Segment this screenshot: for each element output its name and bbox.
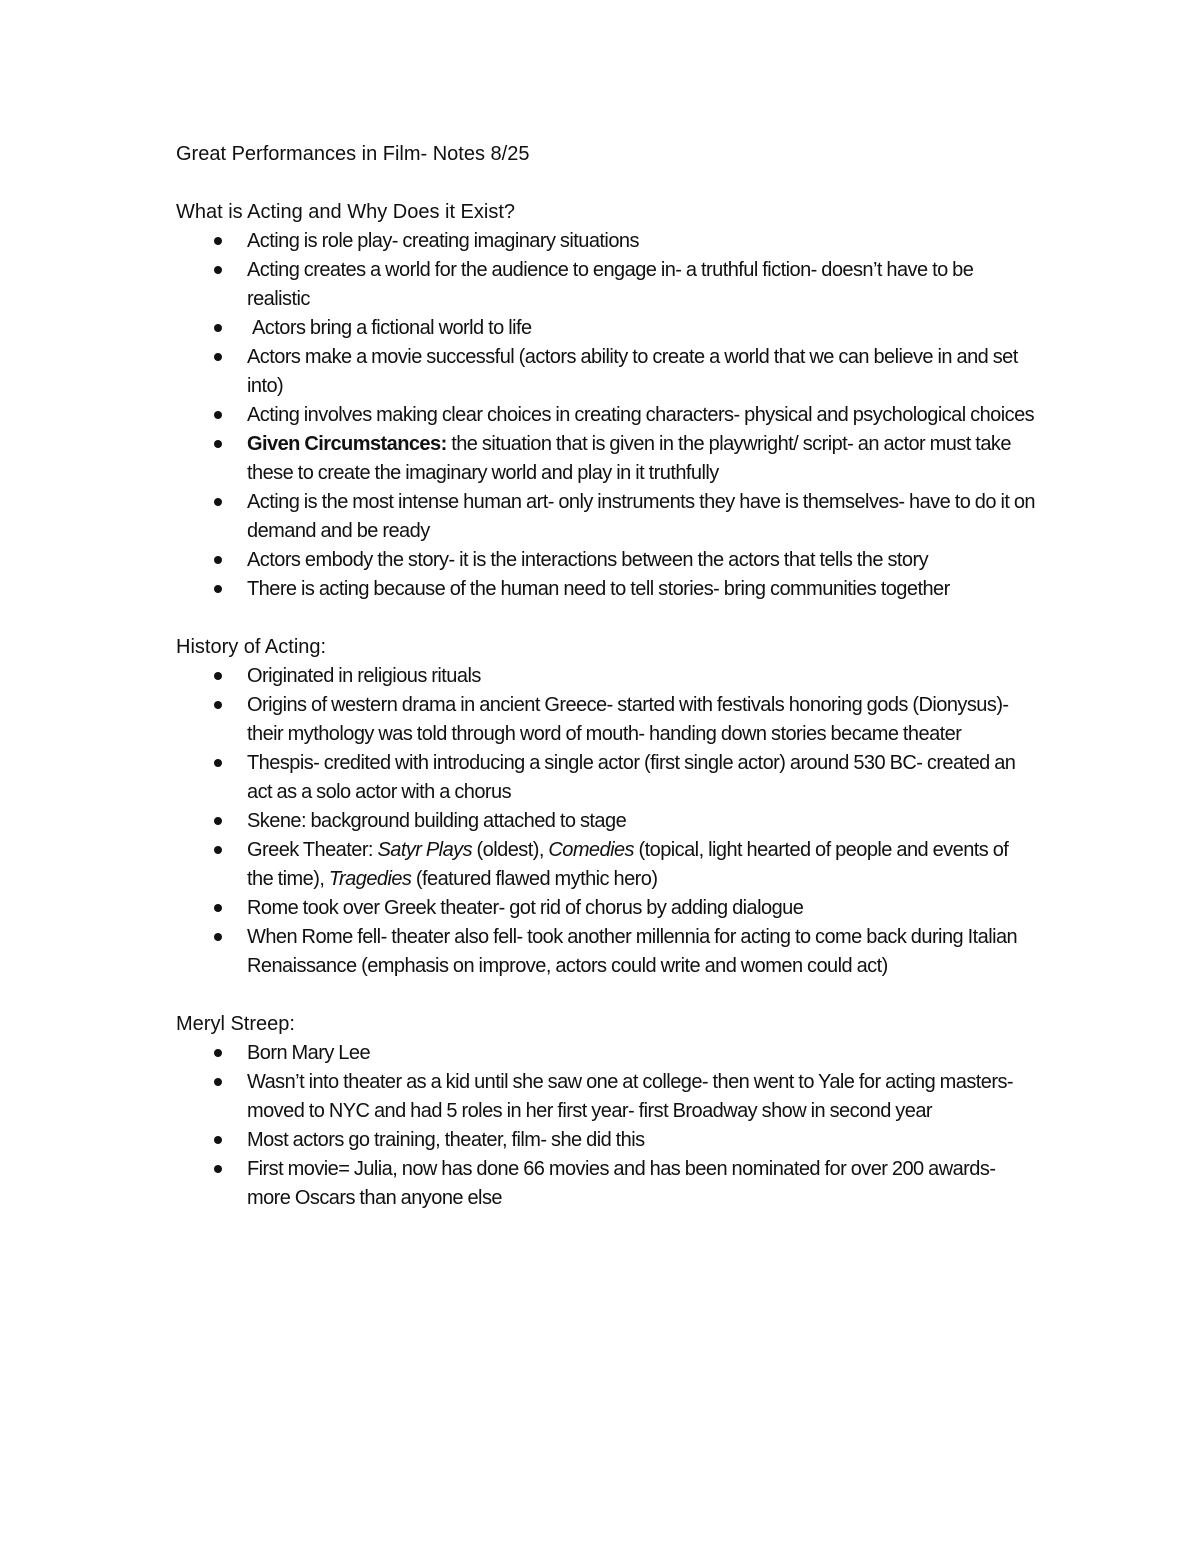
notes-section bbox=[176, 633, 1036, 981]
bullet-item bbox=[176, 227, 1036, 256]
bullet-dot-icon bbox=[214, 672, 222, 680]
bullet-item bbox=[176, 662, 1036, 691]
item-text: Actors make a movie successful (actors ability to create a world that we can believe in and set into) bbox=[247, 346, 1023, 397]
bullet-item bbox=[176, 1155, 1036, 1213]
bullet-item bbox=[176, 401, 1036, 430]
bullet-dot-icon bbox=[214, 556, 222, 564]
bullet-item bbox=[176, 343, 1036, 401]
bullet-dot-icon bbox=[214, 266, 222, 274]
item-text: First movie= Julia, now has done 66 movies and has been nominated for over 200 awards- more Oscars than anyone else bbox=[247, 1158, 1000, 1209]
italic-term: Comedies bbox=[548, 839, 634, 861]
bullet-dot-icon bbox=[214, 1136, 222, 1144]
bullet-item bbox=[176, 691, 1036, 749]
bullet-list bbox=[176, 1039, 1036, 1213]
section-heading: What is Acting and Why Does it Exist? bbox=[176, 201, 516, 223]
item-text: Acting is the most intense human art- only instruments they have is themselves- have to do it on demand and be ready bbox=[247, 491, 1040, 542]
item-text: Actors embody the story- it is the interactions between the actors that tells the story bbox=[247, 549, 929, 571]
item-text: Acting involves making clear choices in creating characters- physical and psychological choices bbox=[247, 404, 1035, 426]
item-text: Thespis- credited with introducing a single actor (first single actor) around 530 BC- created an act as a solo actor with a chorus bbox=[247, 752, 1020, 803]
item-text: Actors bring a fictional world to life bbox=[247, 317, 532, 339]
item-text: (featured flawed mythic hero) bbox=[411, 868, 658, 890]
bullet-dot-icon bbox=[214, 1049, 222, 1057]
bullet-dot-icon bbox=[214, 237, 222, 245]
bullet-dot-icon bbox=[214, 411, 222, 419]
bullet-dot-icon bbox=[214, 1078, 222, 1086]
item-text: (topical, light hearted of people and events of the time), bbox=[247, 839, 1009, 890]
bullet-dot-icon bbox=[214, 817, 222, 825]
bullet-list bbox=[176, 662, 1036, 981]
bullet-item bbox=[176, 894, 1036, 923]
bullet-dot-icon bbox=[214, 498, 222, 506]
item-text: Greek Theater: bbox=[247, 839, 378, 861]
bullet-list bbox=[176, 227, 1040, 604]
item-text: Skene: background building attached to stage bbox=[247, 810, 627, 832]
bullet-item bbox=[176, 430, 1036, 488]
sections-container bbox=[176, 198, 1040, 1213]
item-text: When Rome fell- theater also fell- took another millennia for acting to come back during Italian Renaissance (emphasis on improve, actors could write and women could act) bbox=[247, 926, 1022, 977]
bullet-dot-icon bbox=[214, 701, 222, 709]
item-text: (oldest), bbox=[472, 839, 549, 861]
bold-term: Given Circumstances: bbox=[247, 433, 447, 455]
bullet-item bbox=[176, 256, 1036, 314]
notes-section bbox=[176, 198, 1040, 604]
bullet-item bbox=[176, 1068, 1036, 1126]
italic-term: Tragedies bbox=[328, 868, 412, 890]
item-text: Acting is role play- creating imaginary situations bbox=[247, 230, 639, 252]
section-heading: Meryl Streep: bbox=[176, 1013, 295, 1035]
bullet-dot-icon bbox=[214, 353, 222, 361]
bullet-item bbox=[176, 314, 1036, 343]
bullet-dot-icon bbox=[214, 324, 222, 332]
item-text: Rome took over Greek theater- got rid of chorus by adding dialogue bbox=[247, 897, 804, 919]
bullet-dot-icon bbox=[214, 933, 222, 941]
bullet-item bbox=[176, 488, 1040, 546]
item-text: There is acting because of the human need to tell stories- bring communities together bbox=[247, 578, 950, 600]
item-text: the situation that is given in the playwright/ script- an actor must take these to create the imaginary world and play in it truthfully bbox=[247, 433, 1016, 484]
bullet-item bbox=[176, 836, 1036, 894]
document-page bbox=[176, 140, 1040, 1213]
bullet-item bbox=[176, 546, 1036, 575]
bullet-dot-icon bbox=[214, 440, 222, 448]
bullet-item bbox=[176, 575, 1036, 604]
bullet-item bbox=[176, 1039, 1036, 1068]
item-text: Most actors go training, theater, film- she did this bbox=[247, 1129, 645, 1151]
bullet-dot-icon bbox=[214, 1165, 222, 1173]
bullet-dot-icon bbox=[214, 759, 222, 767]
bullet-dot-icon bbox=[214, 585, 222, 593]
bullet-item bbox=[176, 1126, 1036, 1155]
document-title: Great Performances in Film- Notes 8/25 bbox=[176, 143, 530, 165]
item-text: Born Mary Lee bbox=[247, 1042, 371, 1064]
bullet-dot-icon bbox=[214, 904, 222, 912]
bullet-dot-icon bbox=[214, 846, 222, 854]
section-heading: History of Acting: bbox=[176, 636, 327, 658]
item-text: Origins of western drama in ancient Greece- started with festivals honoring gods (Dionysus)- their mythology was told through word of mouth- handing down stories became theater bbox=[247, 694, 1014, 745]
bullet-item bbox=[176, 807, 1036, 836]
notes-section bbox=[176, 1010, 1036, 1213]
item-text: Originated in religious rituals bbox=[247, 665, 481, 687]
italic-term: Satyr Plays bbox=[377, 839, 473, 861]
bullet-item bbox=[176, 749, 1036, 807]
item-text: Wasn’t into theater as a kid until she saw one at college- then went to Yale for acting masters- moved to NYC and had 5 roles in her first year- first Broadway show in second year bbox=[247, 1071, 1018, 1122]
item-text: Acting creates a world for the audience to engage in- a truthful fiction- doesn’t have to be realistic bbox=[247, 259, 978, 310]
bullet-item bbox=[176, 923, 1036, 981]
